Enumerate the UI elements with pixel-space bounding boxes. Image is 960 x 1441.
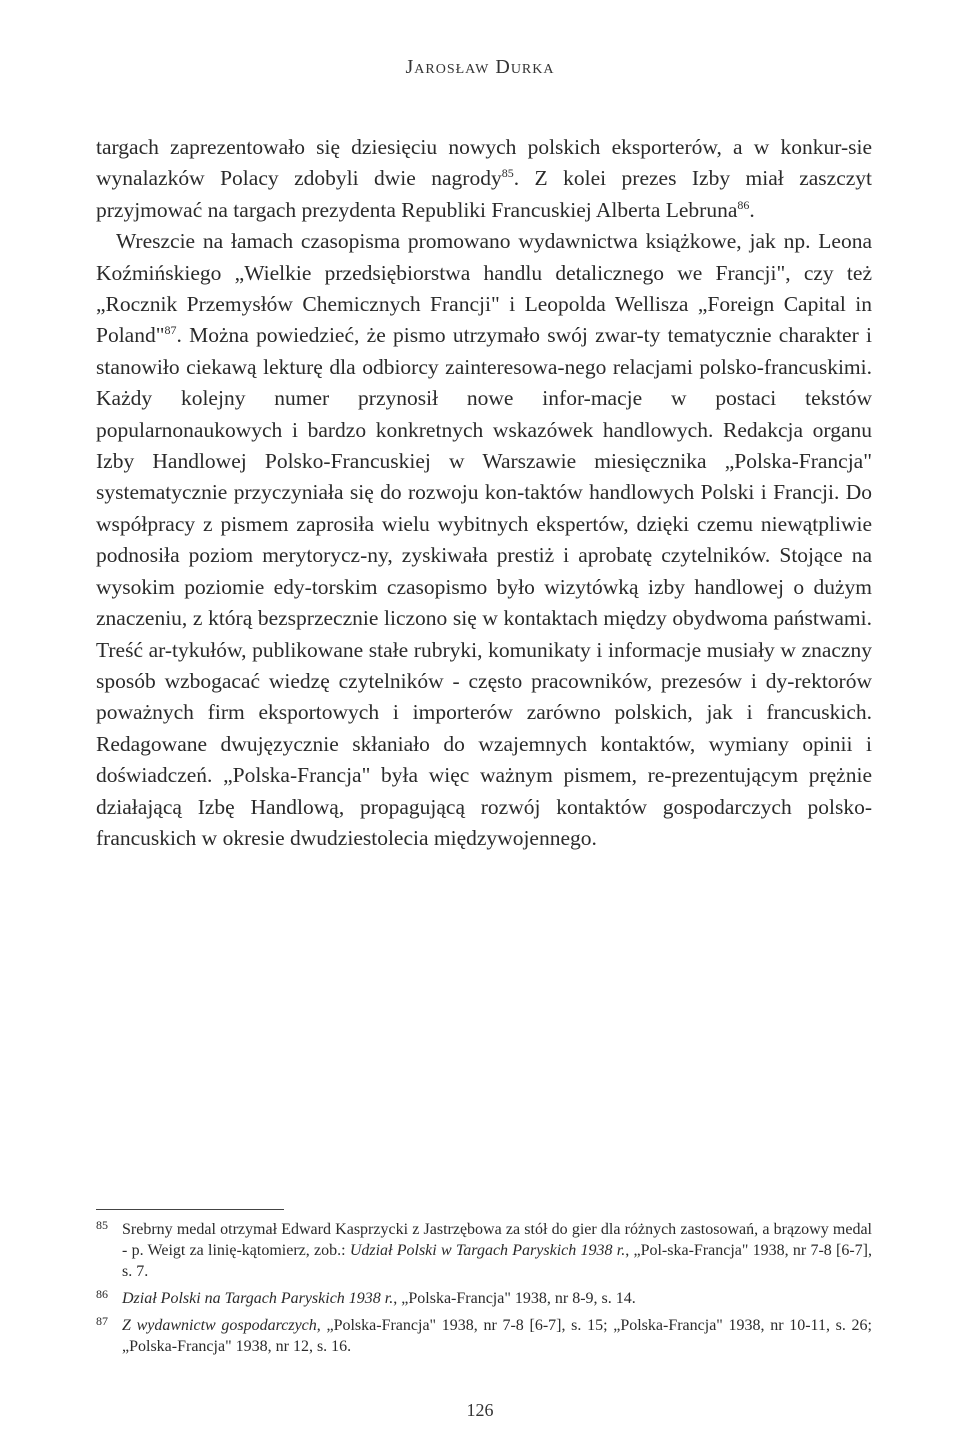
footnote-reference: 85: [501, 166, 514, 181]
text-run: , „Pol-ska-Francja" 1938, nr 7-8 [6-7], s. 7.: [122, 1242, 873, 1280]
text-run: , „Polska-Francja" 1938, nr 8-9, s. 14.: [393, 1290, 636, 1307]
text-run: , „Polska-Francja" 1938, nr 7-8 [6-7], s. 15; „Polska-Francja" 1938, nr 10-11, s. 26; „Polska-Francja" 1938, nr 12, s. 16.: [122, 1317, 872, 1355]
footnote-number: 86: [96, 1287, 108, 1301]
text-run: . Z kolei prezes Izby miał zaszczyt przyjmować na targach prezydenta Republiki Francuskiej Alberta Lebruna: [96, 166, 873, 222]
footnote-number: 85: [96, 1218, 108, 1232]
footnote: [96, 1219, 872, 1282]
text-run: .: [749, 197, 755, 222]
footnote: [96, 1315, 872, 1357]
text-run: Wreszcie na łamach czasopisma promowano wydawnictwa książkowe, jak np. Leona Koźmińskiego „Wielkie przedsiębiorstwa handlu detalicznego we Francji", czy też „Rocznik Przemysłów Chemicznych Francji" i Leopolda Wellisza „Foreign Capital in Poland": [96, 229, 872, 348]
page-number: 126: [466, 1400, 494, 1420]
footnote-number: 87: [96, 1314, 108, 1328]
footnote-reference: 87: [164, 323, 177, 338]
text-run: targach zaprezentowało się dziesięciu nowych polskich eksporterów, a w konkur-sie wynalazków Polacy zdobyli dwie nagrody: [96, 135, 872, 191]
paragraph: [96, 132, 872, 226]
paragraph: [96, 226, 872, 854]
running-head: Jarosław Durka: [405, 56, 555, 78]
footnote-reference: 86: [737, 197, 750, 212]
footnote: [96, 1288, 872, 1309]
text-run: . Można powiedzieć, że pismo utrzymało swój zwar-ty tematycznie charakter i stanowiło ciekawą lekturę dla odbiorcy zainteresowa-nego relacjami polsko-francuskimi. Każdy kolejny numer przynosił nowe infor-macje w postaci tekstów popularnonaukowych i bardzo konkretnych wskazówek handlowych. Redakcja organu Izby Handlowej Polsko-Francuskiej w Warszawie miesięcznika „Polska-Francja" systematycznie przyczyniała się do rozwoju kon-taktów handlowych Polski i Francji. Do współpracy z pismem zaprosiła wielu wybitnych ekspertów, dzięki czemu niewątpliwie podnosiła poziom merytorycz-ny, zyskiwała prestiż i aprobatę czytelników. Stojące na wysokim poziomie edy-torskim czasopismo było wizytówką izby handlowej o dużym znaczeniu, z którą bezsprzecznie liczono się w kontaktach między obydwoma państwami. Treść ar-tykułów, publikowane stałe rubryki, komunikaty i informacje musiały w znaczny sposób wzbogacać wiedzę czytelników - często pracowników, prezesów i dy-rektorów poważnych firm eksportowych i importerów zarówno polskich, jak i francuskich. Redagowane dwujęzycznie skłaniało do wzajemnych kontaktów, wymiany opinii i doświadczeń. „Polska-Francja" była więc ważnym pismem, re-prezentującym prężnie działającą Izbę Handlową, propagującą rozwój kontaktów gospodarczych polsko-francuskich w okresie dwudziestolecia międzywojennego.: [96, 323, 872, 850]
italic-title: Z wydawnictw gospodarczych: [122, 1317, 317, 1334]
footnote-separator: [96, 1209, 284, 1210]
italic-title: Udział Polski w Targach Paryskich 1938 r.: [349, 1242, 626, 1259]
footnotes: [96, 1219, 872, 1363]
body-text: [96, 132, 872, 854]
text-run: Srebrny medal otrzymał Edward Kasprzycki z Jastrzębowa za stół do gier dla różnych zastosowań, a brązowy medal - p. Weigt za linię-kątomierz, zob.:: [122, 1221, 872, 1259]
italic-title: Dział Polski na Targach Paryskich 1938 r.: [122, 1290, 394, 1307]
